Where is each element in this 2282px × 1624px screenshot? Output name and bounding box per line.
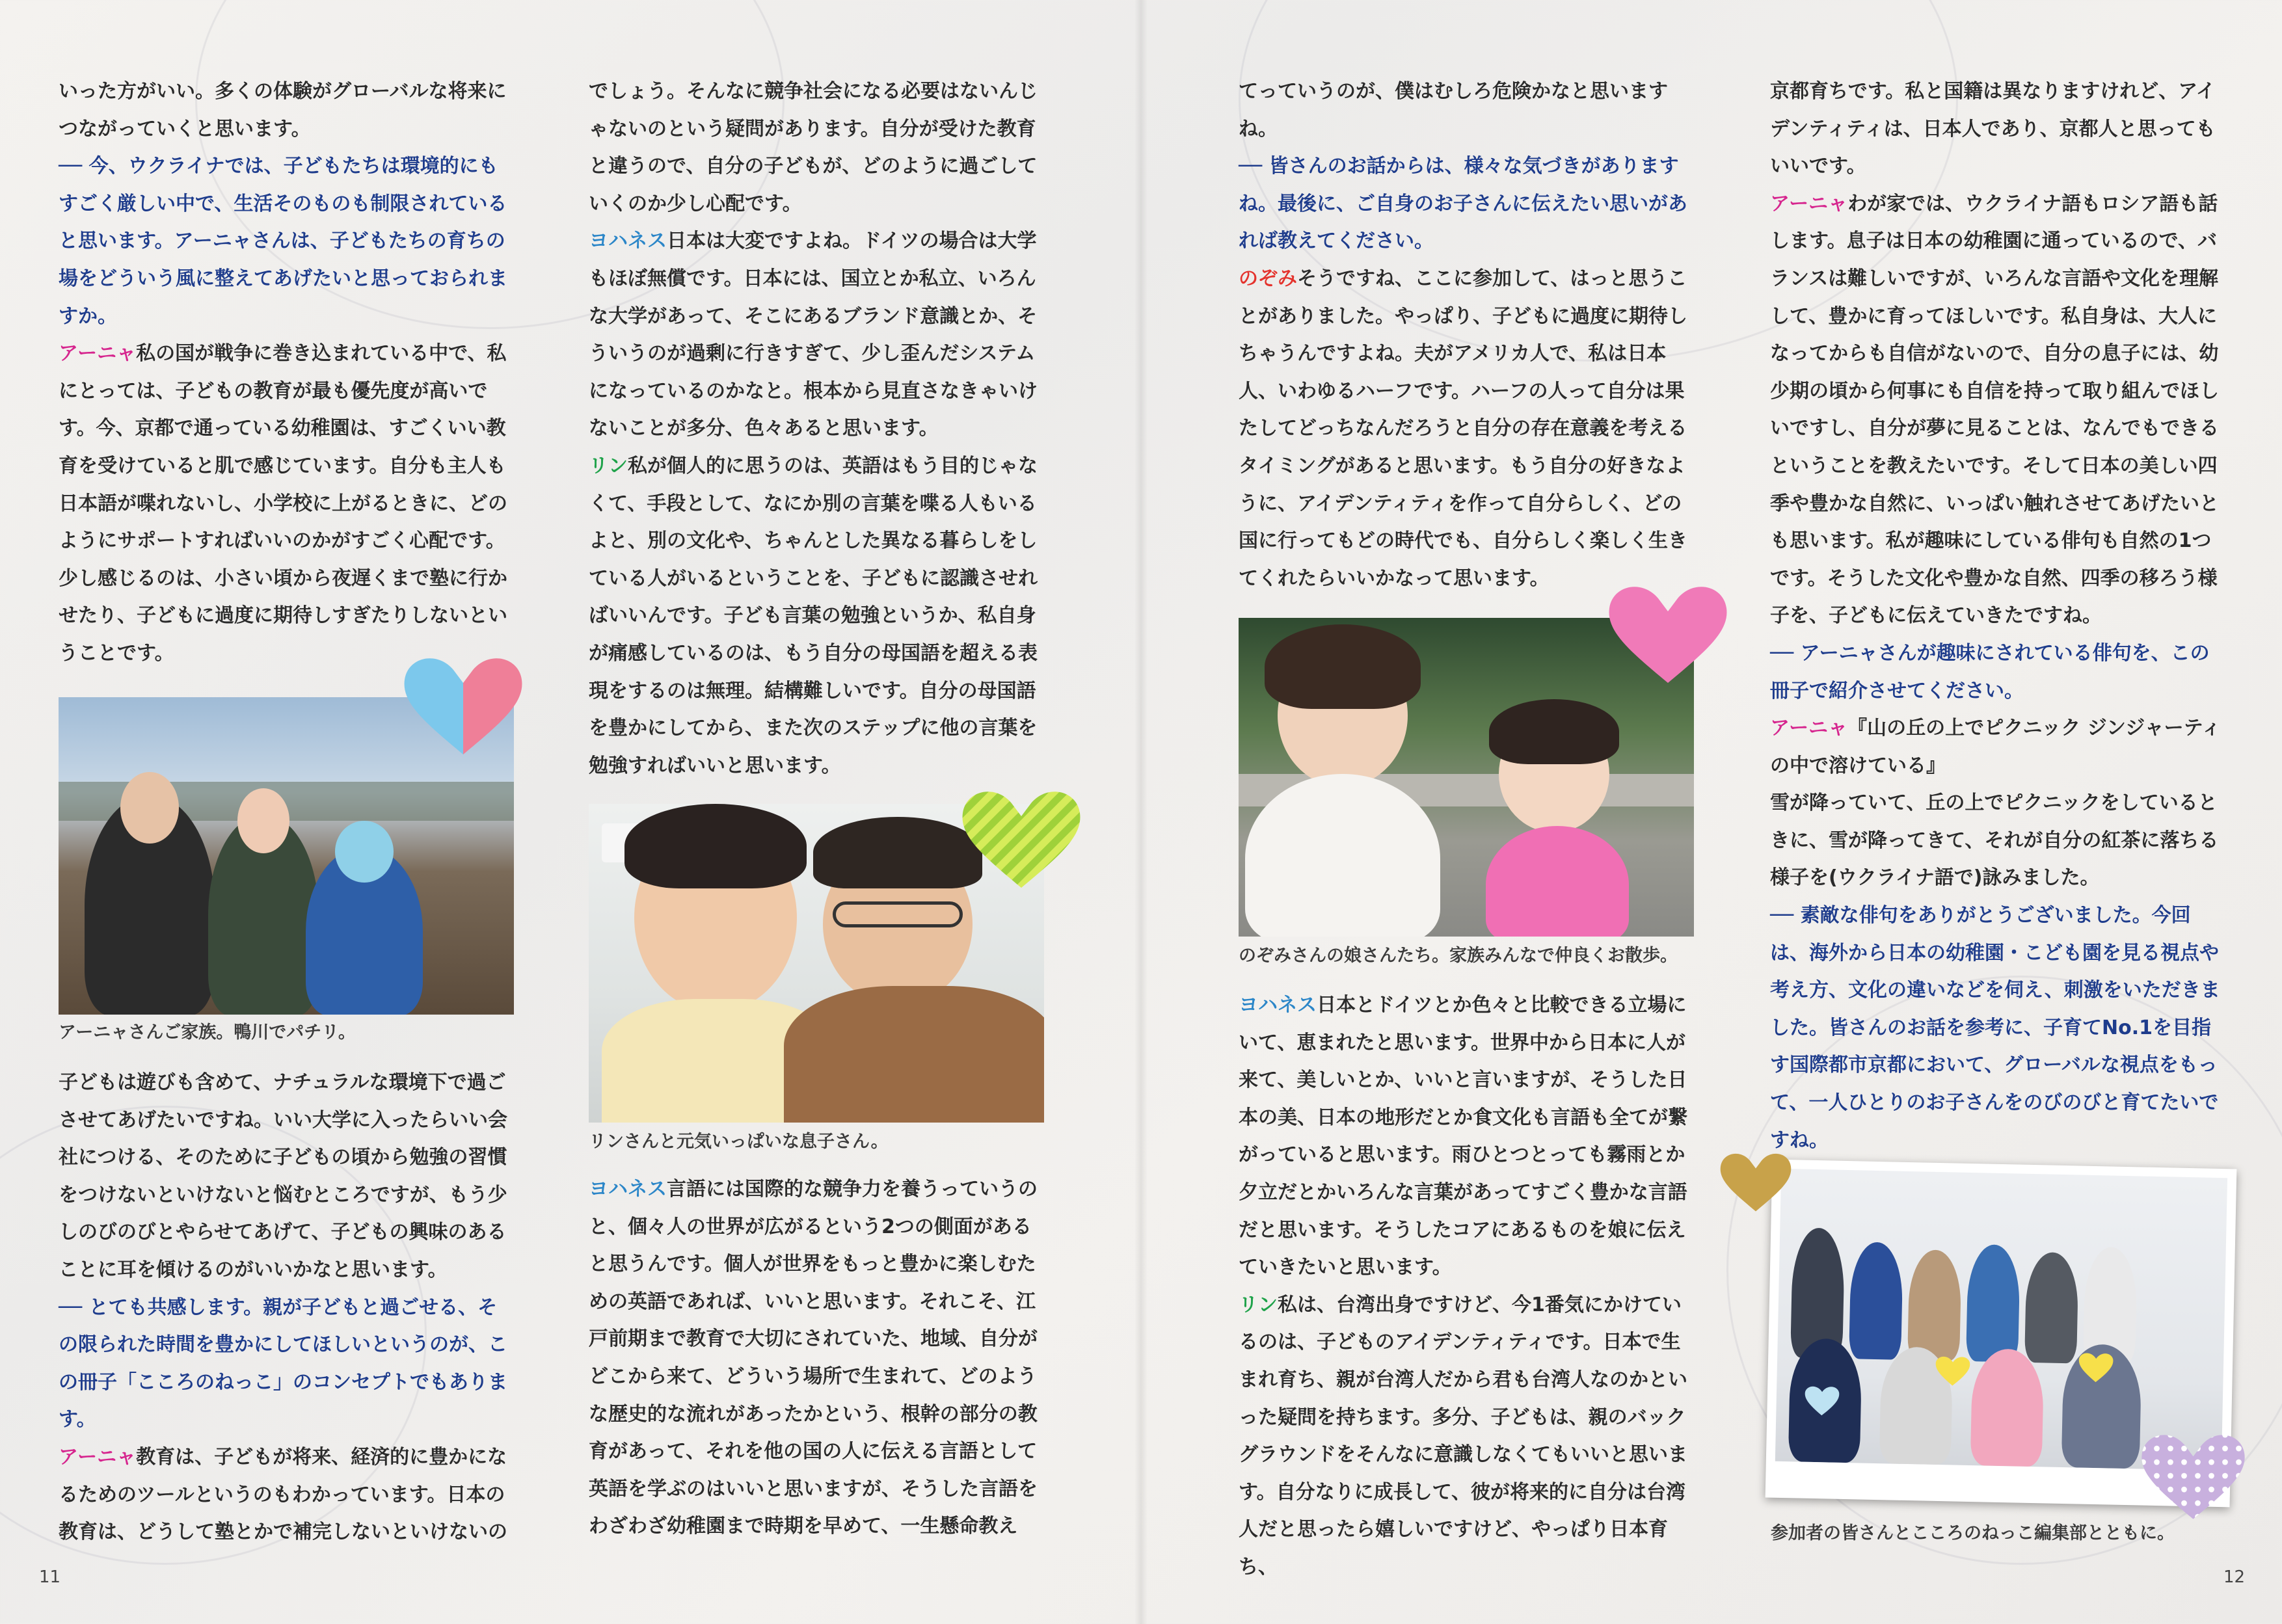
text-column-2 <box>589 73 1044 784</box>
paragraph-text: 私の国が戦争に巻き込まれている中で、私にとっては、子どもの教育が最も優先度が高いです。今、京都で通っている幼稚園は、すごくいい教育を受けていると肌で感じています。自分も主人も日本語が喋れないし、小学校に上がるときに、どのようにサポートすればいいのかがすごく心配です。少し感じるのは、小さい頃から夜遅くまで塾に行かせたり、子どもに過度に期待しすぎたりしないということです。 <box>59 342 507 665</box>
paragraph: 雪が降っていて、丘の上でピクニックをしているときに、雪が降ってきて、それが自分の紅茶に落ちる様子を(ウクライナ語で)詠みました。 <box>1770 792 2219 890</box>
interviewer-question: ── とても共感します。親が子どもと過ごせる、その限られた時間を豊かにしてほしいというのが、この冊子「こころのねっこ」のコンセプトでもあります。 <box>59 1296 507 1431</box>
page-number-right: 12 <box>2223 1567 2246 1587</box>
paragraph: 京都育ちです。私と国籍は異なりますけれど、アイデンティティは、日本人であり、京都人と思ってもいいです。 <box>1770 80 2216 178</box>
heart-card-icon <box>1933 1354 1972 1387</box>
speaker-name: アーニャ <box>1770 192 1848 215</box>
heart-sticker-icon <box>956 784 1086 894</box>
text-column-1 <box>59 73 514 672</box>
haiku-paragraph <box>1770 710 2225 784</box>
paragraph <box>589 447 1044 784</box>
paragraph <box>1239 1286 1694 1586</box>
speaker-name: ヨハネス <box>589 230 667 253</box>
paragraph <box>589 222 1044 447</box>
photo-caption: 参加者の皆さんとこころのねっこ編集部とともに。 <box>1771 1523 2175 1543</box>
photo-caption: アーニャさんご家族。鴨川でパチリ。 <box>59 1022 356 1043</box>
person-figure <box>1790 1227 1845 1359</box>
person-figure <box>1966 1244 2020 1363</box>
paragraph-text: わが家では、ウクライナ語もロシア語も話します。息子は日本の幼稚園に通っているので、バランスは難しいですが、いろんな言語や文化を理解して、豊かに育ってほしいです。私自身は、大人になってからも自信がないので、自分の息子には、幼少期の頃から何事にも自信を持って取り組んでほしいですし、自分が夢に見ることは、なんでもできるということを教えたいです。そして日本の美しい四季や豊かな自然に、いっぱい触れさせてあげたいとも思います。私が趣味にしている俳句も自然の1つです。そうした文化や豊かな自然、四季の移ろう様子を、子どもに伝えていきたですね。 <box>1770 192 2219 628</box>
interviewer-question: ── 今、ウクライナでは、子どもたちは環境的にもすごく厳しい中で、生活そのものも制限されていると思います。アーニャさんは、子どもたちの育ちの場をどういう風に整えてあげたいと思っておられますか。 <box>59 155 507 328</box>
text-column-1-continued <box>59 1064 514 1551</box>
paragraph-text: 私が個人的に思うのは、英語はもう目的じゃなくて、手段として、なにか別の言葉を喋る人もいるよと、別の文化や、ちゃんとした異なる暮らしをしている人がいるということを、子どもに認識させればいいんです。子ども言葉の勉強というか、私自身が痛感しているのは、もう自分の母国語を超える表現をするのは無理。結構難しいです。自分の母国語を豊かにしてから、また次のステップに他の言葉を勉強すればいいと思います。 <box>589 454 1038 777</box>
speaker-name: ヨハネス <box>589 1178 667 1201</box>
speaker-name: ヨハネス <box>1239 994 1317 1017</box>
interviewer-question: ── アーニャさんが趣味にされている俳句を、この冊子で紹介させてください。 <box>1770 641 2210 702</box>
heart-card-icon <box>1802 1384 1842 1417</box>
speaker-name: アーニャ <box>59 1445 137 1469</box>
paragraph <box>589 1171 1044 1545</box>
paragraph-text: 教育は、子どもが将来、経済的に豊かになるためのツールというのもわかっています。日本の教育は、どうして塾とかで補完しないといけないの <box>59 1445 507 1544</box>
paragraph <box>59 335 514 672</box>
paragraph-text: 私は、台湾出身ですけど、今1番気にかけているのは、子どものアイデンティティです。日本で生まれ育ち、親が台湾人だから君も台湾人なのかといった疑問を持ちます。多分、子どもは、親のバックグラウンドをそんなに意識しなくてもいいと思います。自分なりに成長して、彼が将来的に自分は台湾人だと思ったら嬉しいですけど、やっぱり日本育ち、 <box>1239 1293 1687 1578</box>
heart-sticker-icon <box>398 650 528 761</box>
photo-group <box>1775 1169 2227 1471</box>
paragraph <box>1770 185 2225 635</box>
speaker-name: のぞみ <box>1239 267 1297 290</box>
photo-caption: のぞみさんの娘さんたち。家族みんなで仲良くお散歩。 <box>1239 946 1678 966</box>
text-column-4 <box>1770 73 2225 1159</box>
speaker-name: アーニャ <box>59 342 137 366</box>
person-figure <box>2024 1252 2079 1364</box>
photo-caption: リンさんと元気いっぱいな息子さん。 <box>589 1132 889 1152</box>
text-column-3 <box>1239 73 1694 597</box>
paragraph <box>1239 260 1694 597</box>
text-column-3-continued <box>1239 987 1694 1586</box>
text-column-2-continued <box>589 1171 1044 1545</box>
child-shirt <box>1486 826 1629 937</box>
glitter-heart-sticker-icon <box>1717 1148 1795 1216</box>
person-figure <box>1970 1348 2045 1467</box>
child-dress <box>1245 774 1440 937</box>
interviewer-question: ── 皆さんのお話からは、様々な気づきがありますね。最後に、ご自身のお子さんに伝えたい思いがあれば教えてください。 <box>1239 155 1687 253</box>
paragraph: 子どもは遊びも含めて、ナチュラルな環境下で過ごさせてあげたいですね。いい大学に入ったらいい会社につける、そのために子どもの頃から勉強の習慣をつけないといけないと悩むところですが、もう少しのびのびとやらせてあげて、子どもの興味のあることに耳を傾けるのがいいかなと思います。 <box>59 1071 507 1281</box>
page-number-left: 11 <box>39 1567 61 1587</box>
speaker-name: リン <box>1239 1293 1278 1316</box>
speaker-name: リン <box>589 454 628 477</box>
right-page <box>1141 0 2282 1624</box>
paragraph: いった方がいい。多くの体験がグローバルな将来につながっていくと思います。 <box>59 80 507 140</box>
person-figure <box>1907 1249 1962 1361</box>
interviewer-question: ── 素敵な俳句をありがとうございました。今回は、海外から日本の幼稚園・こども園を見る視点や考え方、文化の違いなどを伺え、刺激をいただきました。皆さんのお話を参考に、子育てNo.1を目指す国際都市京都において、グローバルな視点をもって、一人ひとりのお子さんをのびのびと育てたいですね。 <box>1770 904 2220 1152</box>
paragraph: でしょう。そんなに競争社会になる必要はないんじゃないのという疑問があります。自分が受けた教育と違うので、自分の子どもが、どのように過ごしていくのか少し心配です。 <box>589 80 1038 215</box>
paragraph-text: そうですね、ここに参加して、はっと思うことがありました。やっぱり、子どもに過度に期待しちゃうんですよね。夫がアメリカ人で、私は日本人、いわゆるハーフです。ハーフの人って自分は果たしてどっちなんだろうと自分の存在意義を考えるタイミングがあると思います。もう自分の好きなように、アイデンティティを作って自分らしく、どの国に行ってもどの時代でも、自分らしく楽しく生きてくれたらいいかなって思います。 <box>1239 267 1687 590</box>
person-figure <box>1849 1242 1903 1360</box>
heart-card-icon <box>2076 1350 2115 1383</box>
adult-fleece <box>784 986 1044 1123</box>
paragraph-text: 言語には国際的な競争力を養うっていうのと、個々人の世界が広がるという2つの側面があると思うんです。個人が世界をもっと豊かに楽しむための英語であれば、いいと思います。それこそ、江戸前期まで教育で大切にされていた、地域、自分がどこから来て、どういう場所で生まれて、どのような歴史的な流れがあったかという、根幹の部分の教育があって、それを他の国の人に伝える言語として英語を学ぶのはいいと思いますが、そうした言語をわざわざ幼稚園まで時期を早めて、一生懸命教え <box>589 1178 1038 1538</box>
speaker-name: アーニャ <box>1770 717 1848 740</box>
heart-sticker-icon <box>1603 579 1733 689</box>
paragraph-text: 日本は大変ですよね。ドイツの場合は大学もほぼ無償です。日本には、国立とか私立、いろんな大学があって、そこにあるブランド意識とか、そういうのが過剰に行きすぎて、少し歪んだシステムになっているのかなと。根本から見直さなきゃいけないことが多分、色々あると思います。 <box>589 230 1038 440</box>
paragraph-text: 日本とドイツとか色々と比較できる立場にいて、恵まれたと思います。世界中から日本に人が来て、美しいとか、いいと言いますが、そうした日本の美、日本の地形だとか食文化も言語も全てが繋がっていると思います。雨ひとつとっても霧雨とか夕立だとかいろんな言葉があってすごく豊かな言語だと思います。そうしたコアにあるものを娘に伝えていきたいと思います。 <box>1239 994 1687 1279</box>
paragraph <box>1239 987 1694 1286</box>
paragraph <box>59 1439 514 1551</box>
haiku-text: 『山の丘の上でピクニック ジンジャーティの中で溶けている』 <box>1770 717 2222 777</box>
paragraph: てっていうのが、僕はむしろ危険かなと思いますね。 <box>1239 80 1668 140</box>
polka-dot-heart-sticker-icon <box>2136 1428 2250 1525</box>
